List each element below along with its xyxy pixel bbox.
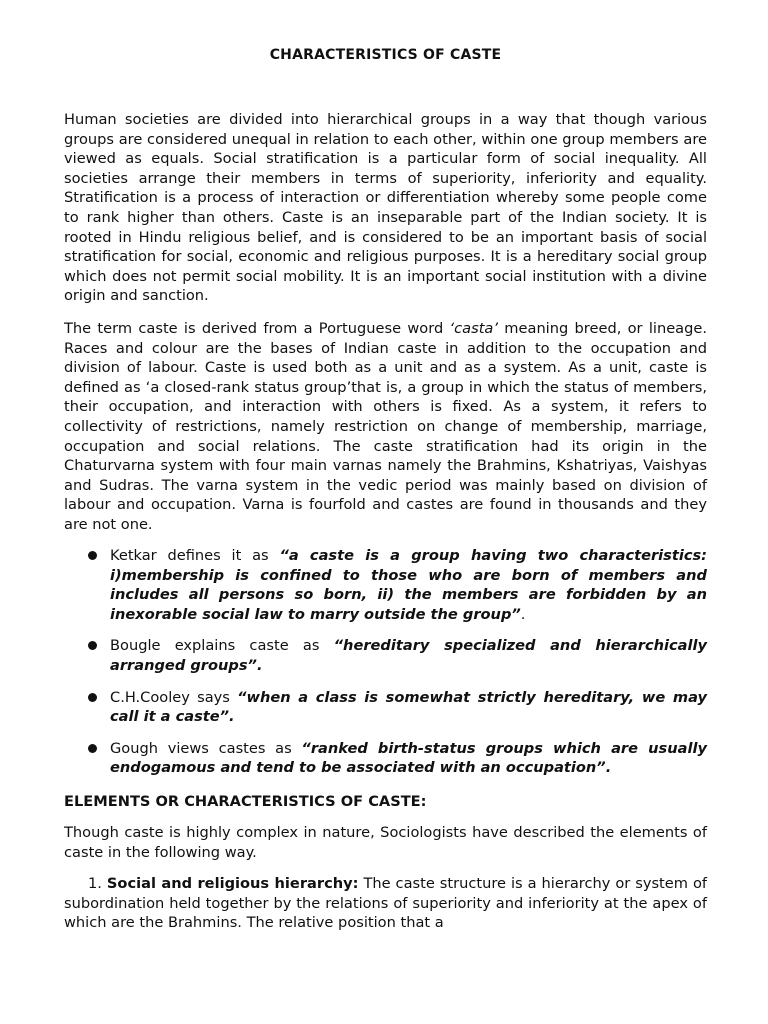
element-text: The caste structure is a hierarchy or system of subordination held together by the relations of superiority and inferiority at the apex of which are the Brahmins. The relative position that a xyxy=(64,875,708,932)
definition-quote: “hereditary specialized and hierarchically arranged groups”. xyxy=(110,637,708,674)
definition-lead: C.H.Cooley says xyxy=(110,688,238,706)
definition-item xyxy=(64,739,707,778)
term-paragraph xyxy=(64,319,707,535)
page-title: CHARACTERISTICS OF CASTE xyxy=(269,47,502,63)
definition-tail: . xyxy=(520,605,526,623)
definitions-list xyxy=(64,546,707,790)
definition-item xyxy=(64,636,707,675)
element-number: 1. xyxy=(88,875,102,892)
definition-quote: “when a class is somewhat strictly hereditary, we may call it a caste”. xyxy=(110,688,707,726)
definition-lead: Ketkar defines it as xyxy=(110,547,280,564)
elements-intro: Though caste is highly complex in nature, Sociologists have described the elements of caste in the following way. xyxy=(64,824,707,861)
definition-item xyxy=(64,546,707,624)
section-heading: ELEMENTS OR CHARACTERISTICS OF CASTE: xyxy=(64,793,427,810)
definition-quote: “a caste is a group having two characteristics: i)membership is confined to those who are born of members and includes all persons so born, ii) the members are forbidden by an inexorable social law to marry outside the group” xyxy=(110,547,708,623)
element-item xyxy=(64,874,707,933)
term-italic-word: ‘casta’ xyxy=(449,320,499,337)
term-paragraph-after: meaning breed, or lineage. Races and colour are the bases of Indian caste in addition to the occupation and division of labour. Caste is used both as a unit and as a system. As a unit, caste is defined as ‘a closed-rank status group’that is, a group in which the status of members, their occupation, and interaction with others is fixed. As a system, it refers to collectivity of restrictions, namely restriction on change of membership, marriage, occupation and social relations. The caste stratification had its origin in the Chaturvarna system with four main varnas namely the Brahmins, Kshatriyas, Vaishyas and Sudras. The varna system in the vedic period was mainly based on division of labour and occupation. Varna is fourfold and castes are found in thousands and they are not one. xyxy=(64,320,707,533)
intro-paragraph: Human societies are divided into hierarchical groups in a way that though various groups are considered unequal in relation to each other, within one group members are viewed as equals. Social stratification is a particular form of social inequality. All societies arrange their members in terms of superiority, inferiority and equality. Stratification is a process of interaction or differentiation whereby some people come to rank higher than others. Caste is an inseparable part of the Indian society. It is rooted in Hindu religious belief, and is considered to be an important basis of social stratification for social, economic and religious purposes. It is a hereditary social group which does not permit social mobility. It is an important social institution with a divine origin and sanction. xyxy=(64,111,707,305)
definition-lead: Bougle explains caste as xyxy=(110,637,334,655)
bullet-icon xyxy=(88,693,97,702)
definition-quote: “ranked birth-status groups which are usually endogamous and tend to be associated with an occupation”. xyxy=(110,739,707,777)
definition-item xyxy=(64,688,707,727)
bullet-icon xyxy=(88,744,97,753)
bullet-icon xyxy=(88,551,97,560)
bullet-icon xyxy=(88,641,97,650)
term-paragraph-before: The term caste is derived from a Portuguese word xyxy=(64,320,450,337)
definition-lead: Gough views castes as xyxy=(110,739,302,757)
element-label: Social and religious hierarchy: xyxy=(106,875,359,892)
